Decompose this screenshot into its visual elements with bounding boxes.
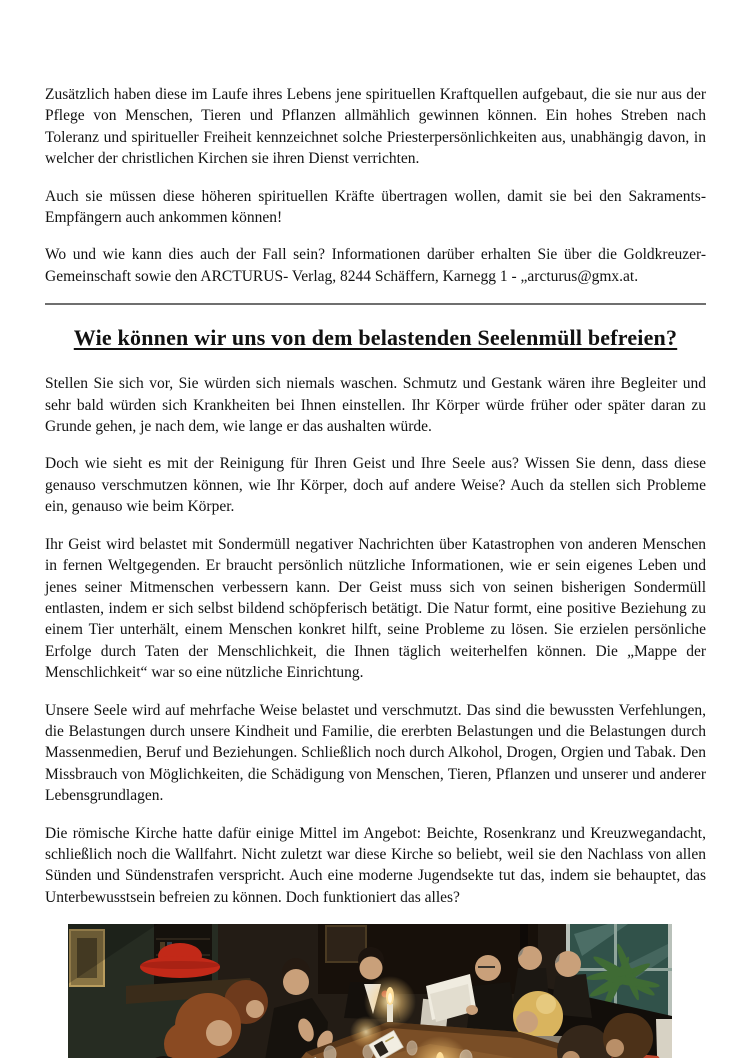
- dinner-photo: [68, 924, 672, 1058]
- body-paragraph-5: Die römische Kirche hatte dafür einige Mittel im Angebot: Beichte, Rosenkranz und Kreuzwegandacht, schließlich noch die Wallfahrt. Nicht zuletzt war diese Kirche so beliebt, weil sie den Nachlass von allen Sünden und Sündenstrafen verspricht. Auch eine moderne Jugendsekte tut das, indem sie behauptet, das Unterbewusstsein befreien zu können. Doch funktioniert das alles?: [45, 824, 706, 906]
- body-paragraph-2: Doch wie sieht es mit der Reinigung für Ihren Geist und Ihre Seele aus? Wissen Sie denn, dass diese genauso verschmutzen können, wie Ihr Körper, doch auf andere Weise? Auch da stellen sich Probleme ein, genauso wie beim Körper.: [45, 455, 706, 516]
- body-paragraph-1: Stellen Sie sich vor, Sie würden sich niemals waschen. Schmutz und Gestank wären ihre Begleiter und sehr bald würden sich Krankheiten bei Ihnen einstellen. Ihr Körper würde früher oder später daran zu Grunde gehen, je nach dem, wie lange er das aushalten würde.: [45, 375, 706, 436]
- intro-paragraph-1: Zusätzlich haben diese im Laufe ihres Lebens jene spirituellen Kraftquellen aufgebaut, die sie nur aus der Pflege von Menschen, Tieren und Pflanzen allmählich gewinnen können. Ein hohes Streben nach Toleranz und spiritueller Freiheit kennzeichnet solche Priesterpersönlichkeiten aus, unabhängig davon, in welcher der christlichen Kirchen sie ihren Dienst verrichten.: [45, 86, 706, 168]
- section-divider: [45, 303, 706, 305]
- dinner-photo-illustration: [68, 924, 672, 1058]
- intro-paragraph-3: Wo und wie kann dies auch der Fall sein? Informationen darüber erhalten Sie über die Goldkreuzer- Gemeinschaft sowie den ARCTURUS- Verlag, 8244 Schäffern, Karnegg 1 - „arcturus@gmx.at.: [45, 246, 706, 285]
- white-pillar: [656, 1019, 672, 1058]
- glasses-icon: [478, 966, 495, 968]
- intro-paragraph-2: Auch sie müssen diese höheren spirituellen Kräfte übertragen wollen, damit sie bei den Sakraments- Empfängern auch ankommen können!: [45, 187, 706, 227]
- body-paragraph-3: Ihr Geist wird belastet mit Sondermüll negativer Nachrichten über Katastrophen von anderen Menschen in fernen Weltgegenden. Er braucht persönlich nützliche Informationen, wie er sein eigenes Leben und jenes seiner Mitmenschen verbessern kann. Der Geist muss sich von seinen bisherigen Sondermüll entlasten, indem er sich selbst bildend schöpferisch betätigt. Die Natur formt, eine positive Beziehung zu einem Tier unterhält, einem Menschen konkret hilft, seine Probleme zu lösen. Sie erzielen persönliche Erfolge durch Taten der Menschlichkeit, die Ihnen täglich weiterhelfen können. Die „Mappe der Menschlichkeit“ war so eine nützliche Einrichtung.: [45, 535, 706, 682]
- section-heading: Wie können wir uns von dem belastenden Seelenmüll befreien?: [73, 325, 678, 351]
- body-paragraph-4: Unsere Seele wird auf mehrfache Weise belastet und verschmutzt. Das sind die bewussten Verfehlungen, die Belastungen durch unsere Kindheit und Familie, die ererbten Belastungen und die Belastungen durch Massenmedien, Beruf und Beziehungen. Schließlich noch durch Alkohol, Drogen, Orgien und Tabak. Den Missbrauch von Möglichkeiten, die Schädigung von Menschen, Tieren, Pflanzen und unserer und anderer Lebensgrundlagen.: [45, 701, 706, 805]
